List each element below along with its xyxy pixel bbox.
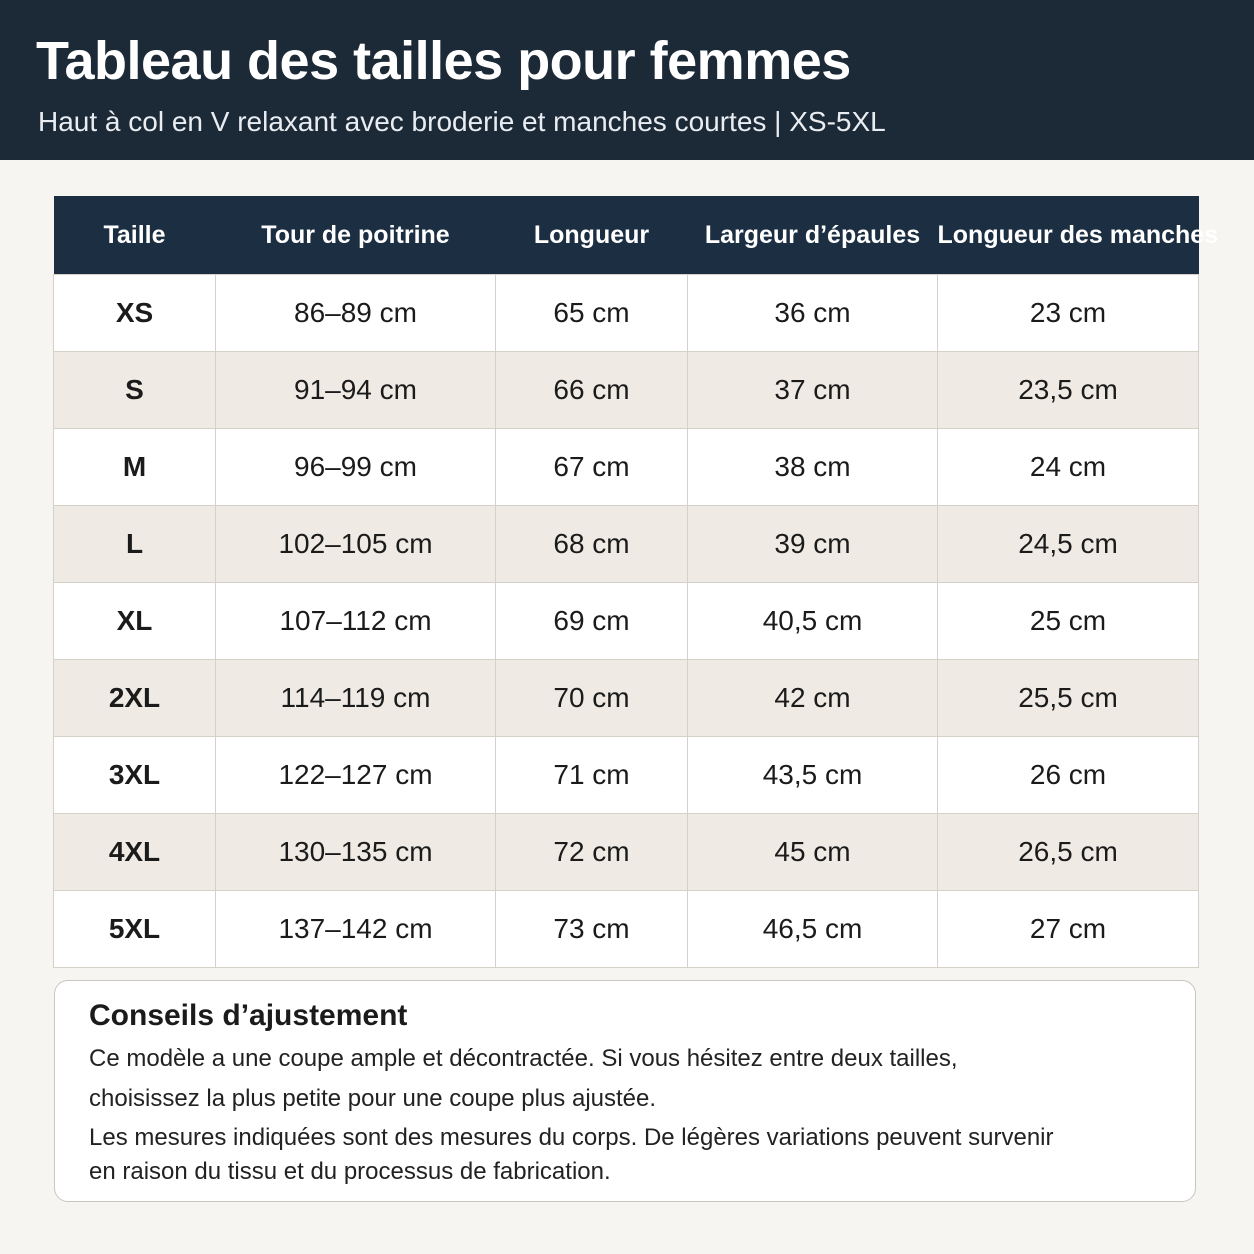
size-cell: S: [54, 352, 216, 429]
sleeve-cell: 26,5 cm: [938, 814, 1199, 891]
column-header-sleeve: Longueur des manches: [938, 196, 1199, 275]
page-header: [0, 0, 1254, 160]
table-row: [54, 583, 1199, 660]
shoulder-cell: 39 cm: [688, 506, 938, 583]
fit-tips-box: [54, 980, 1196, 1202]
column-header-size: Taille: [54, 196, 216, 275]
column-header-shoulder: Largeur d’épaules: [688, 196, 938, 275]
column-header-chest: Tour de poitrine: [216, 196, 496, 275]
size-cell: XS: [54, 275, 216, 352]
size-cell: 5XL: [54, 891, 216, 968]
length-cell: 66 cm: [496, 352, 688, 429]
length-cell: 67 cm: [496, 429, 688, 506]
length-cell: 68 cm: [496, 506, 688, 583]
size-cell: L: [54, 506, 216, 583]
shoulder-cell: 43,5 cm: [688, 737, 938, 814]
sleeve-cell: 26 cm: [938, 737, 1199, 814]
shoulder-cell: 46,5 cm: [688, 891, 938, 968]
table-row: [54, 737, 1199, 814]
table-row: [54, 814, 1199, 891]
size-cell: 2XL: [54, 660, 216, 737]
chest-cell: 122–127 cm: [216, 737, 496, 814]
sleeve-cell: 25 cm: [938, 583, 1199, 660]
table-header-row: [54, 196, 1199, 275]
table-row: [54, 660, 1199, 737]
table-row: [54, 506, 1199, 583]
shoulder-cell: 40,5 cm: [688, 583, 938, 660]
page-subtitle: Haut à col en V relaxant avec broderie et manches courtes | XS-5XL: [38, 106, 886, 137]
shoulder-cell: 42 cm: [688, 660, 938, 737]
size-cell: XL: [54, 583, 216, 660]
length-cell: 73 cm: [496, 891, 688, 968]
length-cell: 65 cm: [496, 275, 688, 352]
sleeve-cell: 25,5 cm: [938, 660, 1199, 737]
size-cell: 4XL: [54, 814, 216, 891]
sleeve-cell: 27 cm: [938, 891, 1199, 968]
table-row: [54, 352, 1199, 429]
chest-cell: 130–135 cm: [216, 814, 496, 891]
size-cell: M: [54, 429, 216, 506]
table-row: [54, 891, 1199, 968]
fit-tips-line: Les mesures indiquées sont des mesures du corps. De légères variations peuvent survenir: [89, 1124, 1054, 1151]
shoulder-cell: 37 cm: [688, 352, 938, 429]
chest-cell: 137–142 cm: [216, 891, 496, 968]
chest-cell: 96–99 cm: [216, 429, 496, 506]
fit-tips-title: Conseils d’ajustement: [89, 999, 408, 1032]
length-cell: 69 cm: [496, 583, 688, 660]
chest-cell: 91–94 cm: [216, 352, 496, 429]
length-cell: 72 cm: [496, 814, 688, 891]
table-row: [54, 275, 1199, 352]
chest-cell: 102–105 cm: [216, 506, 496, 583]
chest-cell: 107–112 cm: [216, 583, 496, 660]
sleeve-cell: 23,5 cm: [938, 352, 1199, 429]
fit-tips-line: choisissez la plus petite pour une coupe plus ajustée.: [89, 1085, 657, 1112]
column-header-length: Longueur: [496, 196, 688, 275]
size-chart: [53, 196, 1219, 968]
size-table: [53, 196, 1219, 968]
shoulder-cell: 36 cm: [688, 275, 938, 352]
fit-tips-line: en raison du tissu et du processus de fabrication.: [89, 1158, 611, 1185]
length-cell: 71 cm: [496, 737, 688, 814]
sleeve-cell: 24,5 cm: [938, 506, 1199, 583]
chest-cell: 86–89 cm: [216, 275, 496, 352]
shoulder-cell: 38 cm: [688, 429, 938, 506]
sleeve-cell: 23 cm: [938, 275, 1199, 352]
size-cell: 3XL: [54, 737, 216, 814]
table-row: [54, 429, 1199, 506]
length-cell: 70 cm: [496, 660, 688, 737]
shoulder-cell: 45 cm: [688, 814, 938, 891]
chest-cell: 114–119 cm: [216, 660, 496, 737]
sleeve-cell: 24 cm: [938, 429, 1199, 506]
fit-tips-line: Ce modèle a une coupe ample et décontractée. Si vous hésitez entre deux tailles,: [89, 1045, 958, 1072]
page-title: Tableau des tailles pour femmes: [36, 31, 851, 91]
